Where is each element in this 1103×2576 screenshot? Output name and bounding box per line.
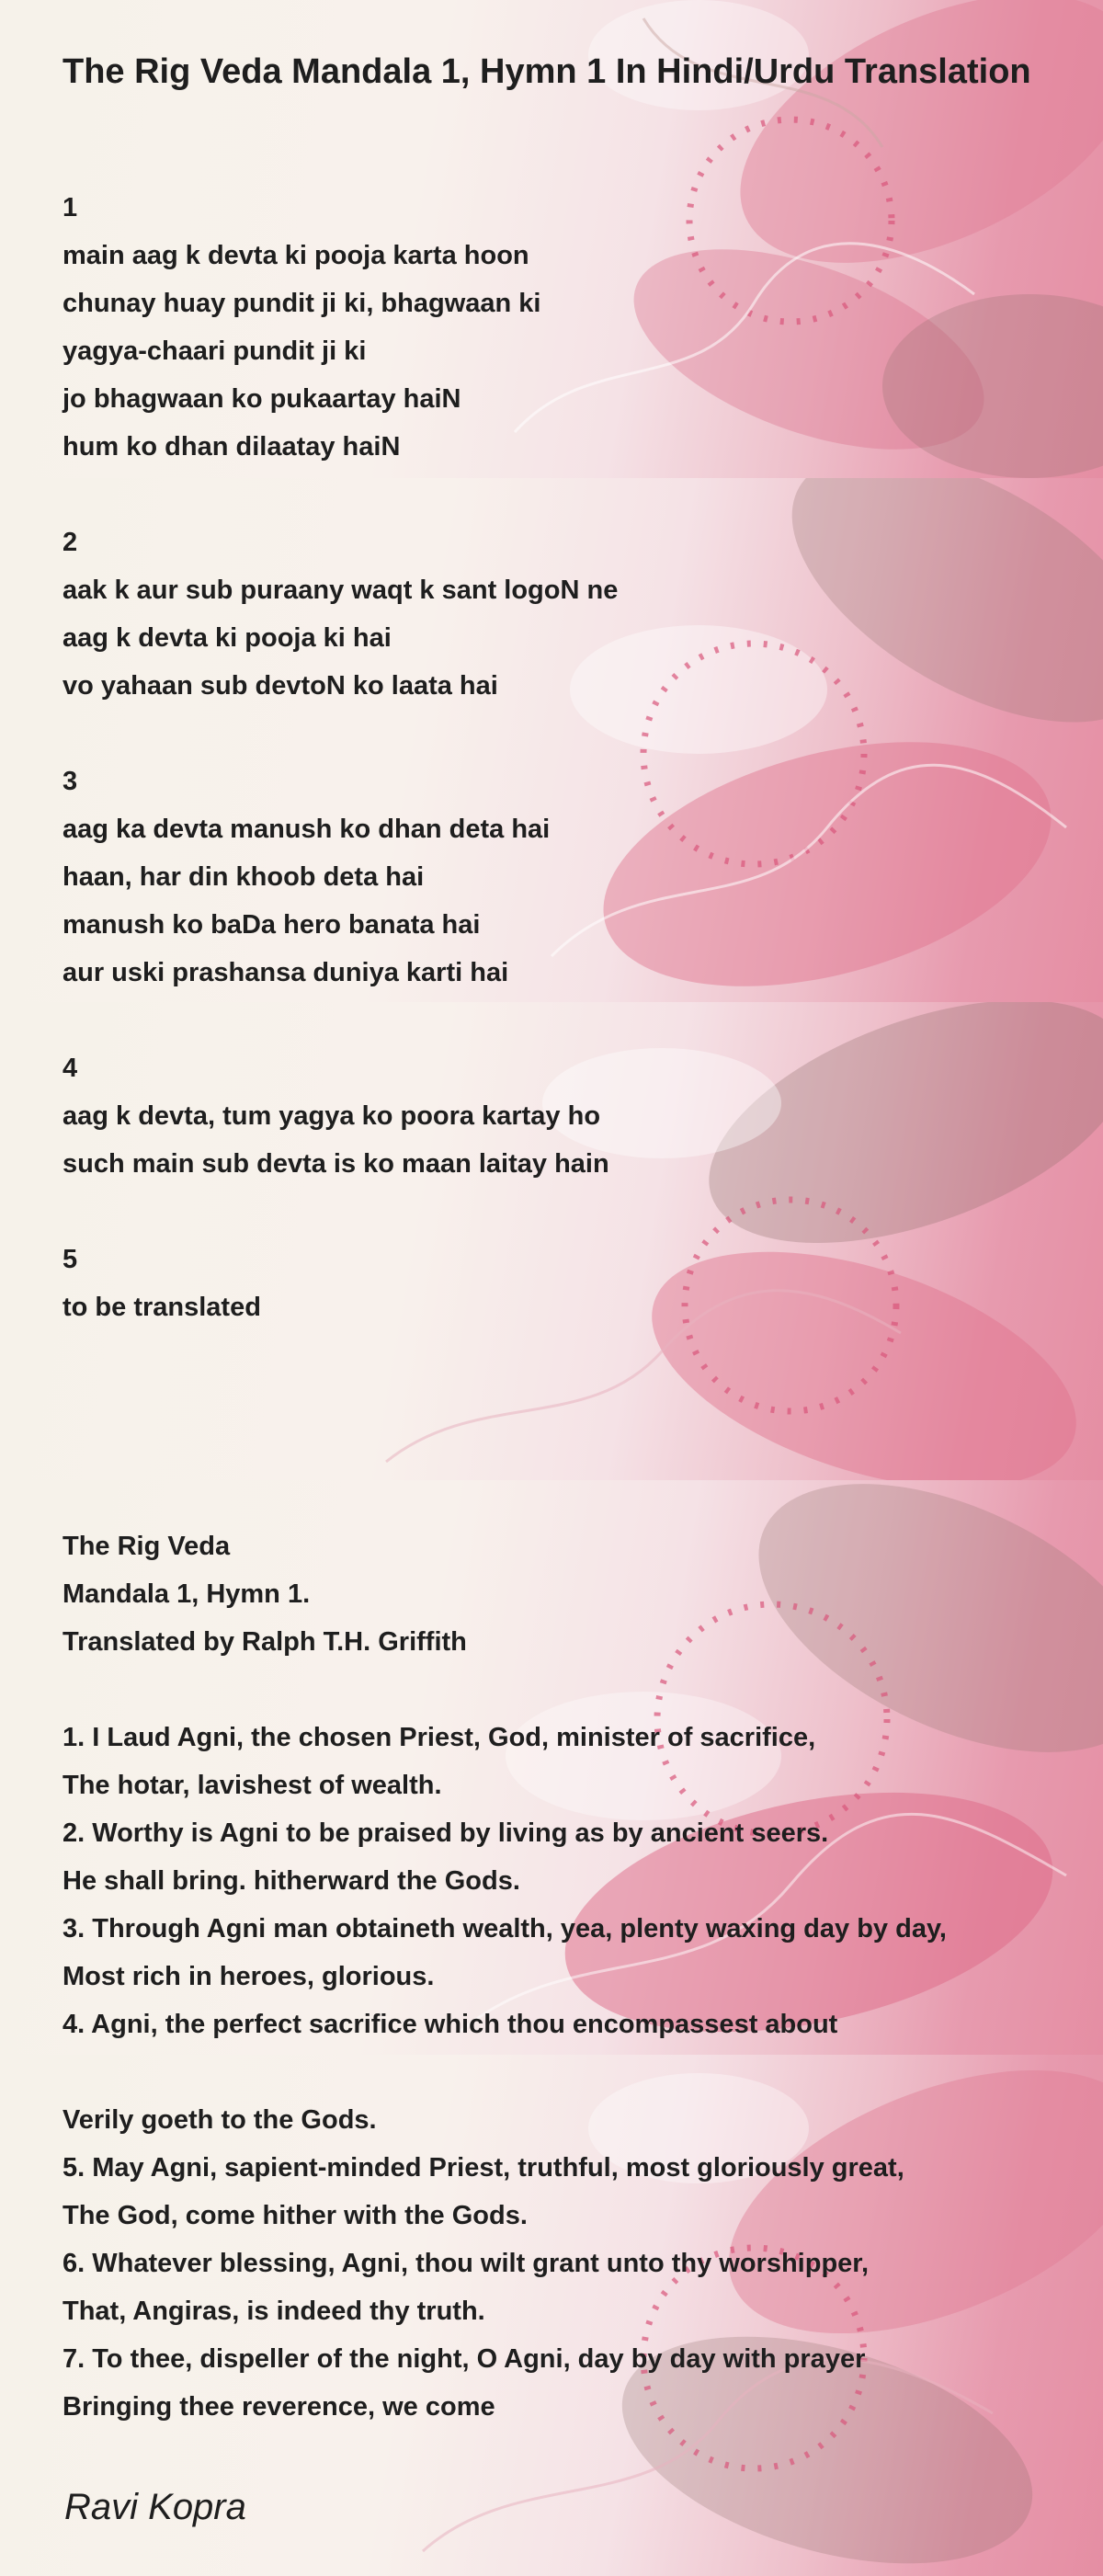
poem-line: The Rig Veda bbox=[63, 1532, 231, 1561]
poem-line: to be translated bbox=[63, 1293, 261, 1322]
poem-line: 5. May Agni, sapient-minded Priest, truthful, most gloriously great, bbox=[63, 2153, 904, 2183]
poem-line: main aag k devta ki pooja karta hoon bbox=[63, 241, 529, 270]
poem-line: such main sub devta is ko maan laitay hain bbox=[63, 1149, 609, 1179]
poem-line: 7. To thee, dispeller of the night, O Agni, day by day with prayer bbox=[63, 2344, 866, 2374]
poem-line: That, Angiras, is indeed thy truth. bbox=[63, 2297, 485, 2326]
poem-line: manush ko baDa hero banata hai bbox=[63, 910, 481, 940]
poem-line: vo yahaan sub devtoN ko laata hai bbox=[63, 671, 498, 701]
poem-line: 2. Worthy is Agni to be praised by living as by ancient seers. bbox=[63, 1818, 829, 1848]
author-name: Ravi Kopra bbox=[64, 2487, 246, 2527]
poem-line: aag k devta ki pooja ki hai bbox=[63, 623, 392, 653]
stanza-number: 4 bbox=[63, 1054, 78, 1083]
poem-line: aag k devta, tum yagya ko poora kartay ho bbox=[63, 1101, 601, 1131]
poem-line: Mandala 1, Hymn 1. bbox=[63, 1579, 311, 1609]
poem-line: hum ko dhan dilaatay haiN bbox=[63, 432, 401, 462]
poem-line: jo bhagwaan ko pukaartay haiN bbox=[63, 384, 461, 414]
poem-line: Verily goeth to the Gods. bbox=[63, 2105, 377, 2135]
poem-line: He shall bring. hitherward the Gods. bbox=[63, 1866, 520, 1896]
poem-line: yagya-chaari pundit ji ki bbox=[63, 336, 367, 366]
stanza-number: 3 bbox=[63, 767, 78, 796]
stanza-number: 1 bbox=[63, 193, 78, 222]
poem-line: 6. Whatever blessing, Agni, thou wilt grant unto thy worshipper, bbox=[63, 2249, 870, 2278]
poem-line: aak k aur sub puraany waqt k sant logoN ne bbox=[63, 576, 619, 605]
poem-line: chunay huay pundit ji ki, bhagwaan ki bbox=[63, 289, 541, 318]
poem-title: The Rig Veda Mandala 1, Hymn 1 In Hindi/Urdu Translation bbox=[63, 52, 1031, 91]
poem-line: Translated by Ralph T.H. Griffith bbox=[63, 1627, 467, 1657]
poem-line: aur uski prashansa duniya karti hai bbox=[63, 958, 509, 987]
poem-line: Most rich in heroes, glorious. bbox=[63, 1962, 435, 1991]
poem-line: aag ka devta manush ko dhan deta hai bbox=[63, 815, 551, 844]
poem-line: 4. Agni, the perfect sacrifice which thou encompassest about bbox=[63, 2010, 838, 2039]
stanza-number: 2 bbox=[63, 528, 78, 557]
poem-line: Bringing thee reverence, we come bbox=[63, 2392, 495, 2422]
stanza-number: 5 bbox=[63, 1245, 78, 1274]
poem-line: The God, come hither with the Gods. bbox=[63, 2201, 528, 2230]
poem-line: 3. Through Agni man obtaineth wealth, yea, plenty waxing day by day, bbox=[63, 1914, 947, 1943]
poem-line: haan, har din khoob deta hai bbox=[63, 862, 425, 892]
poem-line: The hotar, lavishest of wealth. bbox=[63, 1771, 442, 1800]
poem-line: 1. I Laud Agni, the chosen Priest, God, minister of sacrifice, bbox=[63, 1723, 816, 1752]
